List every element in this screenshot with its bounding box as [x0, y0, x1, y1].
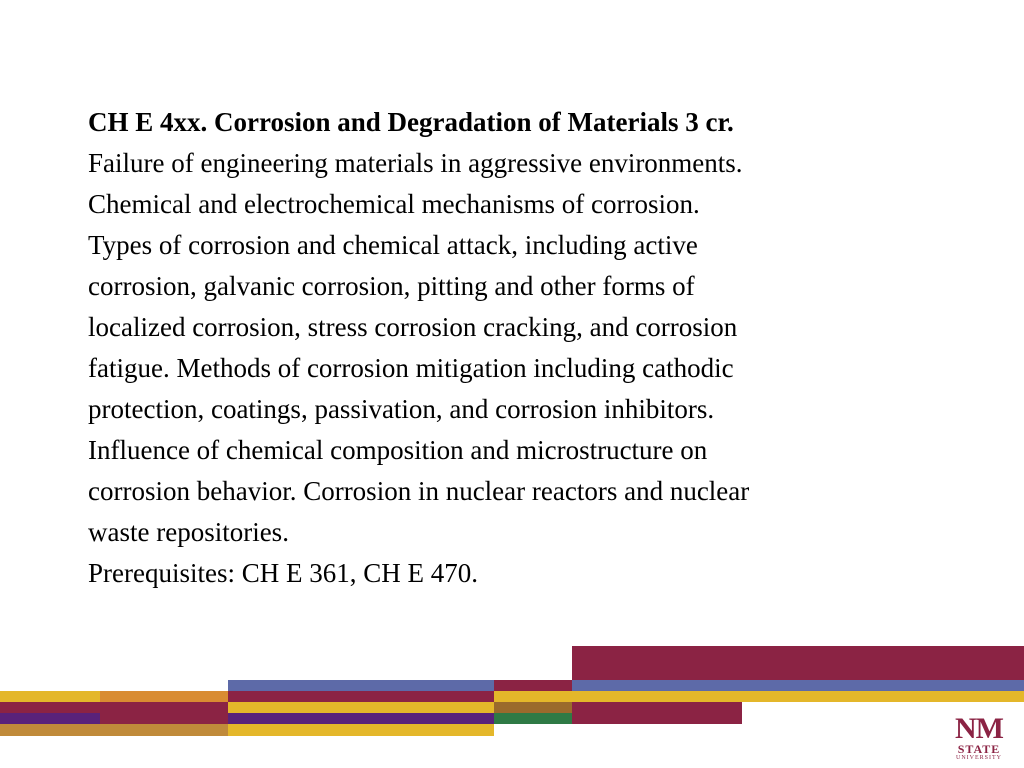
stripe-maroon-top-right: [572, 646, 1024, 680]
logo-university-text: UNIVERSITY: [956, 755, 1002, 761]
course-description-block: [88, 102, 948, 594]
stripe-green-mid: [494, 713, 572, 724]
stripe-blue-right: [572, 680, 1024, 691]
stripe-maroon-left-2: [100, 713, 228, 724]
stripe-maroon-left: [0, 702, 228, 713]
stripe-orange-left: [100, 691, 228, 702]
logo-state-text: STATE: [957, 742, 1001, 756]
course-title: CH E 4xx. Corrosion and Degradation of Materials 3 cr.: [88, 107, 734, 137]
stripe-purple-left: [0, 713, 100, 724]
stripe-brown-mid: [494, 702, 572, 713]
stripe-maroon-mid: [228, 691, 494, 702]
logo-nm-text: NM: [955, 712, 1003, 745]
stripe-gold-mid: [494, 691, 572, 702]
stripe-blue-mid: [228, 680, 494, 691]
stripe-purple-mid: [228, 713, 494, 724]
stripe-gold-mid-2: [228, 702, 494, 713]
stripe-brown-left: [0, 724, 228, 736]
stripe-gold-right: [572, 691, 1024, 702]
stripe-gold-mid-3: [228, 724, 494, 736]
stripe-gold-left: [0, 691, 100, 702]
nmsu-logo: [948, 712, 1010, 765]
course-prerequisites: Prerequisites: CH E 361, CH E 470.: [88, 558, 478, 588]
course-description: Failure of engineering materials in aggressive environments. Chemical and electrochemical mechanisms of corrosion. Types of corrosion and chemical attack, including active corrosion, galvanic corrosion, pitting and other forms of localized corrosion, stress corrosion cracking, and corrosion fatigue. Methods of corrosion mitigation including cathodic protection, coatings, passivation, and corrosion inhibitors. Influence of chemical composition and microstructure on corrosion behavior. Corrosion in nuclear reactors and nuclear waste repositories.: [88, 148, 750, 547]
stripe-maroon-small-mid: [494, 680, 572, 691]
stripe-maroon-bottom-right: [572, 702, 742, 724]
